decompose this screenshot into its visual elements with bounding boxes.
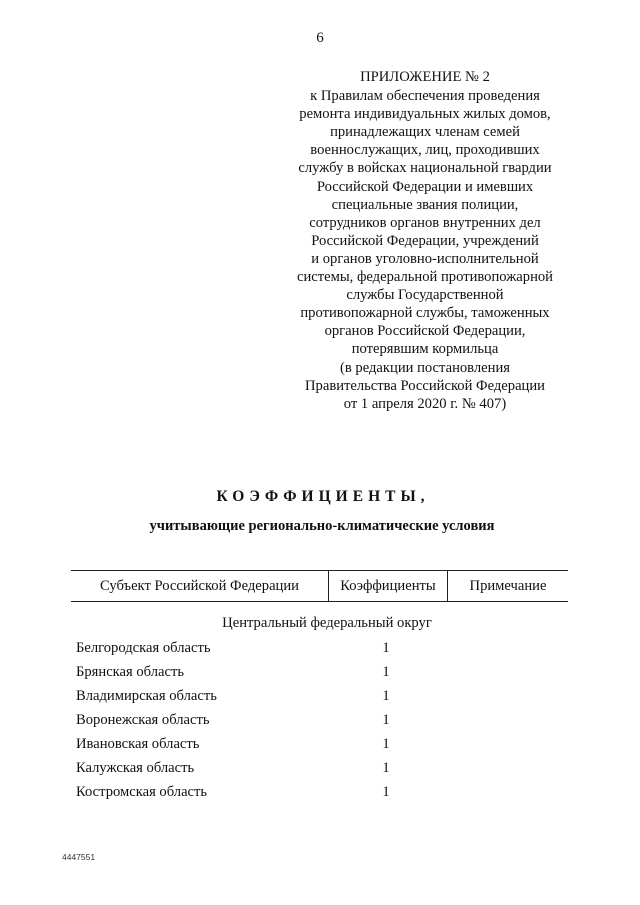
- appendix-line: сотрудников органов внутренних дел: [309, 214, 541, 231]
- appendix-line: службы Государственной: [346, 287, 504, 304]
- appendix-header: [280, 68, 570, 413]
- coefficient-value: 1: [382, 640, 390, 656]
- column-header-coefficients: Коэффициенты: [329, 571, 448, 601]
- coefficient-value: 1: [382, 712, 390, 728]
- appendix-line: от 1 апреля 2020 г. № 407): [343, 395, 507, 412]
- document-subtitle: учитывающие регионально-климатические условия: [149, 518, 495, 534]
- region-name: Воронежская область: [76, 712, 210, 728]
- coefficient-value: 1: [382, 784, 390, 800]
- coefficient-value: 1: [382, 664, 390, 680]
- appendix-line: органов Российской Федерации,: [324, 323, 526, 340]
- table-row: [76, 688, 556, 712]
- appendix-line: потерявшим кормильца: [351, 341, 499, 358]
- coefficient-value: 1: [382, 760, 390, 776]
- document-code: 4447551: [62, 852, 96, 862]
- appendix-line: противопожарной службы, таможенных: [300, 305, 550, 322]
- table-row: [76, 712, 556, 736]
- coefficient-value: 1: [382, 736, 390, 752]
- district-heading: Центральный федеральный округ: [222, 615, 432, 631]
- table-row: [76, 664, 556, 688]
- appendix-line: (в редакции постановления: [340, 359, 510, 376]
- region-name: Калужская область: [76, 760, 195, 776]
- appendix-line: Правительства Российской Федерации: [305, 377, 545, 394]
- appendix-line: и органов уголовно-исполнительной: [311, 250, 539, 267]
- table-row: [76, 736, 556, 760]
- column-header-subject: Субъект Российской Федерации: [71, 571, 329, 601]
- appendix-line: специальные звания полиции,: [331, 196, 519, 213]
- region-name: Владимирская область: [76, 688, 217, 704]
- table-row: [76, 760, 556, 784]
- region-name: Костромская область: [76, 784, 208, 800]
- column-header-note: Примечание: [469, 577, 547, 594]
- appendix-line: Российской Федерации, учреждений: [311, 232, 539, 249]
- table-body: [76, 640, 556, 808]
- table-header: [71, 570, 568, 602]
- appendix-line: принадлежащих членам семей: [330, 124, 520, 141]
- region-name: Белгородская область: [76, 640, 211, 656]
- coefficient-value: 1: [382, 688, 390, 704]
- table-row: [76, 784, 556, 808]
- appendix-title: ПРИЛОЖЕНИЕ № 2: [360, 69, 490, 85]
- appendix-line: Российской Федерации и имевших: [316, 178, 534, 195]
- appendix-line: к Правилам обеспечения проведения: [310, 88, 540, 105]
- page-number: 6: [316, 30, 324, 46]
- appendix-line: ремонта индивидуальных жилых домов,: [299, 106, 551, 123]
- region-name: Ивановская область: [76, 736, 200, 752]
- document-title: КОЭФФИЦИЕНТЫ,: [216, 488, 430, 505]
- appendix-line: системы, федеральной противопожарной: [296, 269, 553, 286]
- table-row: [76, 640, 556, 664]
- appendix-line: службу в войсках национальной гвардии: [298, 160, 552, 177]
- appendix-line: военнослужащих, лиц, проходивших: [310, 142, 540, 159]
- region-name: Брянская область: [76, 664, 185, 680]
